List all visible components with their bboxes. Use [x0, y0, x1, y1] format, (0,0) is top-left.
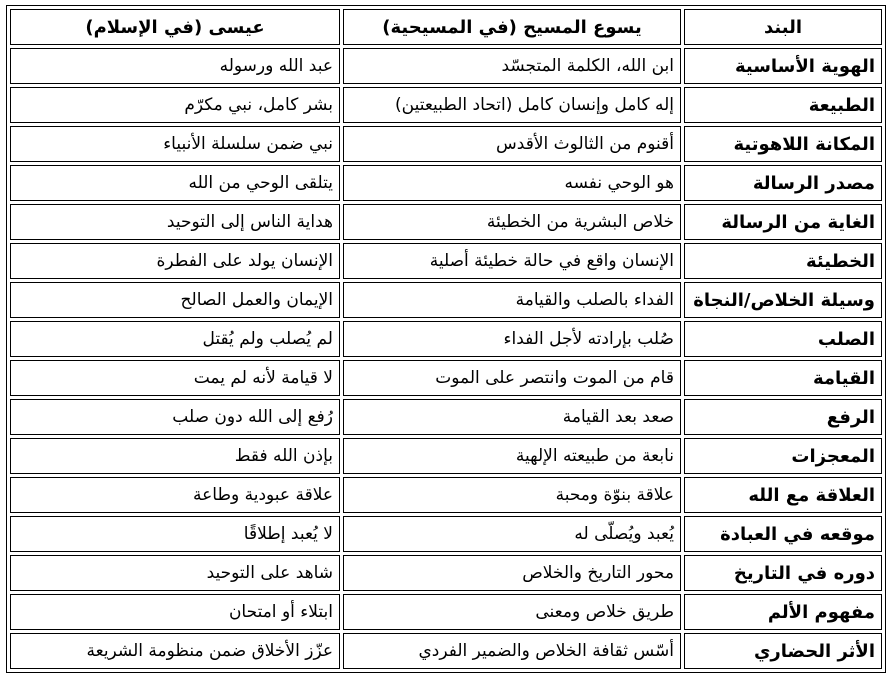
table-row [10, 477, 882, 513]
row-islam: هداية الناس إلى التوحيد [10, 204, 340, 240]
table-row [10, 87, 882, 123]
row-islam: لا قيامة لأنه لم يمت [10, 360, 340, 396]
row-item: المعجزات [684, 438, 882, 474]
table-row [10, 204, 882, 240]
row-item: الأثر الحضاري [684, 633, 882, 669]
table-row [10, 555, 882, 591]
row-christianity: يُعبد ويُصلّى له [343, 516, 681, 552]
row-islam: رُفع إلى الله دون صلب [10, 399, 340, 435]
row-item: القيامة [684, 360, 882, 396]
row-item: الغاية من الرسالة [684, 204, 882, 240]
row-christianity: أقنوم من الثالوث الأقدس [343, 126, 681, 162]
row-christianity: إله كامل وإنسان كامل (اتحاد الطبيعتين) [343, 87, 681, 123]
row-item: الخطيئة [684, 243, 882, 279]
row-christianity: صعد بعد القيامة [343, 399, 681, 435]
row-christianity: طريق خلاص ومعنى [343, 594, 681, 630]
row-item: الطبيعة [684, 87, 882, 123]
row-item: مصدر الرسالة [684, 165, 882, 201]
table-row [10, 126, 882, 162]
row-item: الصلب [684, 321, 882, 357]
row-christianity: ابن الله، الكلمة المتجسّد [343, 48, 681, 84]
row-islam: نبي ضمن سلسلة الأنبياء [10, 126, 340, 162]
comparison-table [6, 5, 886, 673]
table-row [10, 594, 882, 630]
table-row [10, 360, 882, 396]
row-christianity: خلاص البشرية من الخطيئة [343, 204, 681, 240]
row-item: وسيلة الخلاص/النجاة [684, 282, 882, 318]
row-islam: لا يُعبد إطلاقًا [10, 516, 340, 552]
row-christianity: علاقة بنوّة ومحبة [343, 477, 681, 513]
header-christianity: يسوع المسيح (في المسيحية) [343, 9, 681, 45]
row-islam: الإيمان والعمل الصالح [10, 282, 340, 318]
table-row [10, 516, 882, 552]
row-christianity: الإنسان واقع في حالة خطيئة أصلية [343, 243, 681, 279]
row-item: الهوية الأساسية [684, 48, 882, 84]
row-islam: يتلقى الوحي من الله [10, 165, 340, 201]
row-islam: الإنسان يولد على الفطرة [10, 243, 340, 279]
row-christianity: هو الوحي نفسه [343, 165, 681, 201]
header-islam: عيسى (في الإسلام) [10, 9, 340, 45]
row-islam: لم يُصلب ولم يُقتل [10, 321, 340, 357]
table-row [10, 633, 882, 669]
table-row [10, 321, 882, 357]
row-christianity: محور التاريخ والخلاص [343, 555, 681, 591]
row-item: دوره في التاريخ [684, 555, 882, 591]
row-item: موقعه في العبادة [684, 516, 882, 552]
row-islam: عبد الله ورسوله [10, 48, 340, 84]
row-item: العلاقة مع الله [684, 477, 882, 513]
row-islam: بشر كامل، نبي مكرّم [10, 87, 340, 123]
row-item: مفهوم الألم [684, 594, 882, 630]
table-row [10, 438, 882, 474]
table-row [10, 165, 882, 201]
row-item: المكانة اللاهوتية [684, 126, 882, 162]
row-christianity: أسّس ثقافة الخلاص والضمير الفردي [343, 633, 681, 669]
row-christianity: نابعة من طبيعته الإلهية [343, 438, 681, 474]
table-row [10, 48, 882, 84]
row-christianity: صُلب بإرادته لأجل الفداء [343, 321, 681, 357]
row-christianity: قام من الموت وانتصر على الموت [343, 360, 681, 396]
row-islam: ابتلاء أو امتحان [10, 594, 340, 630]
table-row [10, 399, 882, 435]
header-item: البند [684, 9, 882, 45]
row-islam: بإذن الله فقط [10, 438, 340, 474]
table-row [10, 243, 882, 279]
row-islam: عزّز الأخلاق ضمن منظومة الشريعة [10, 633, 340, 669]
row-christianity: الفداء بالصلب والقيامة [343, 282, 681, 318]
row-item: الرفع [684, 399, 882, 435]
header-row [10, 9, 882, 45]
row-islam: شاهد على التوحيد [10, 555, 340, 591]
table-row [10, 282, 882, 318]
row-islam: علاقة عبودية وطاعة [10, 477, 340, 513]
